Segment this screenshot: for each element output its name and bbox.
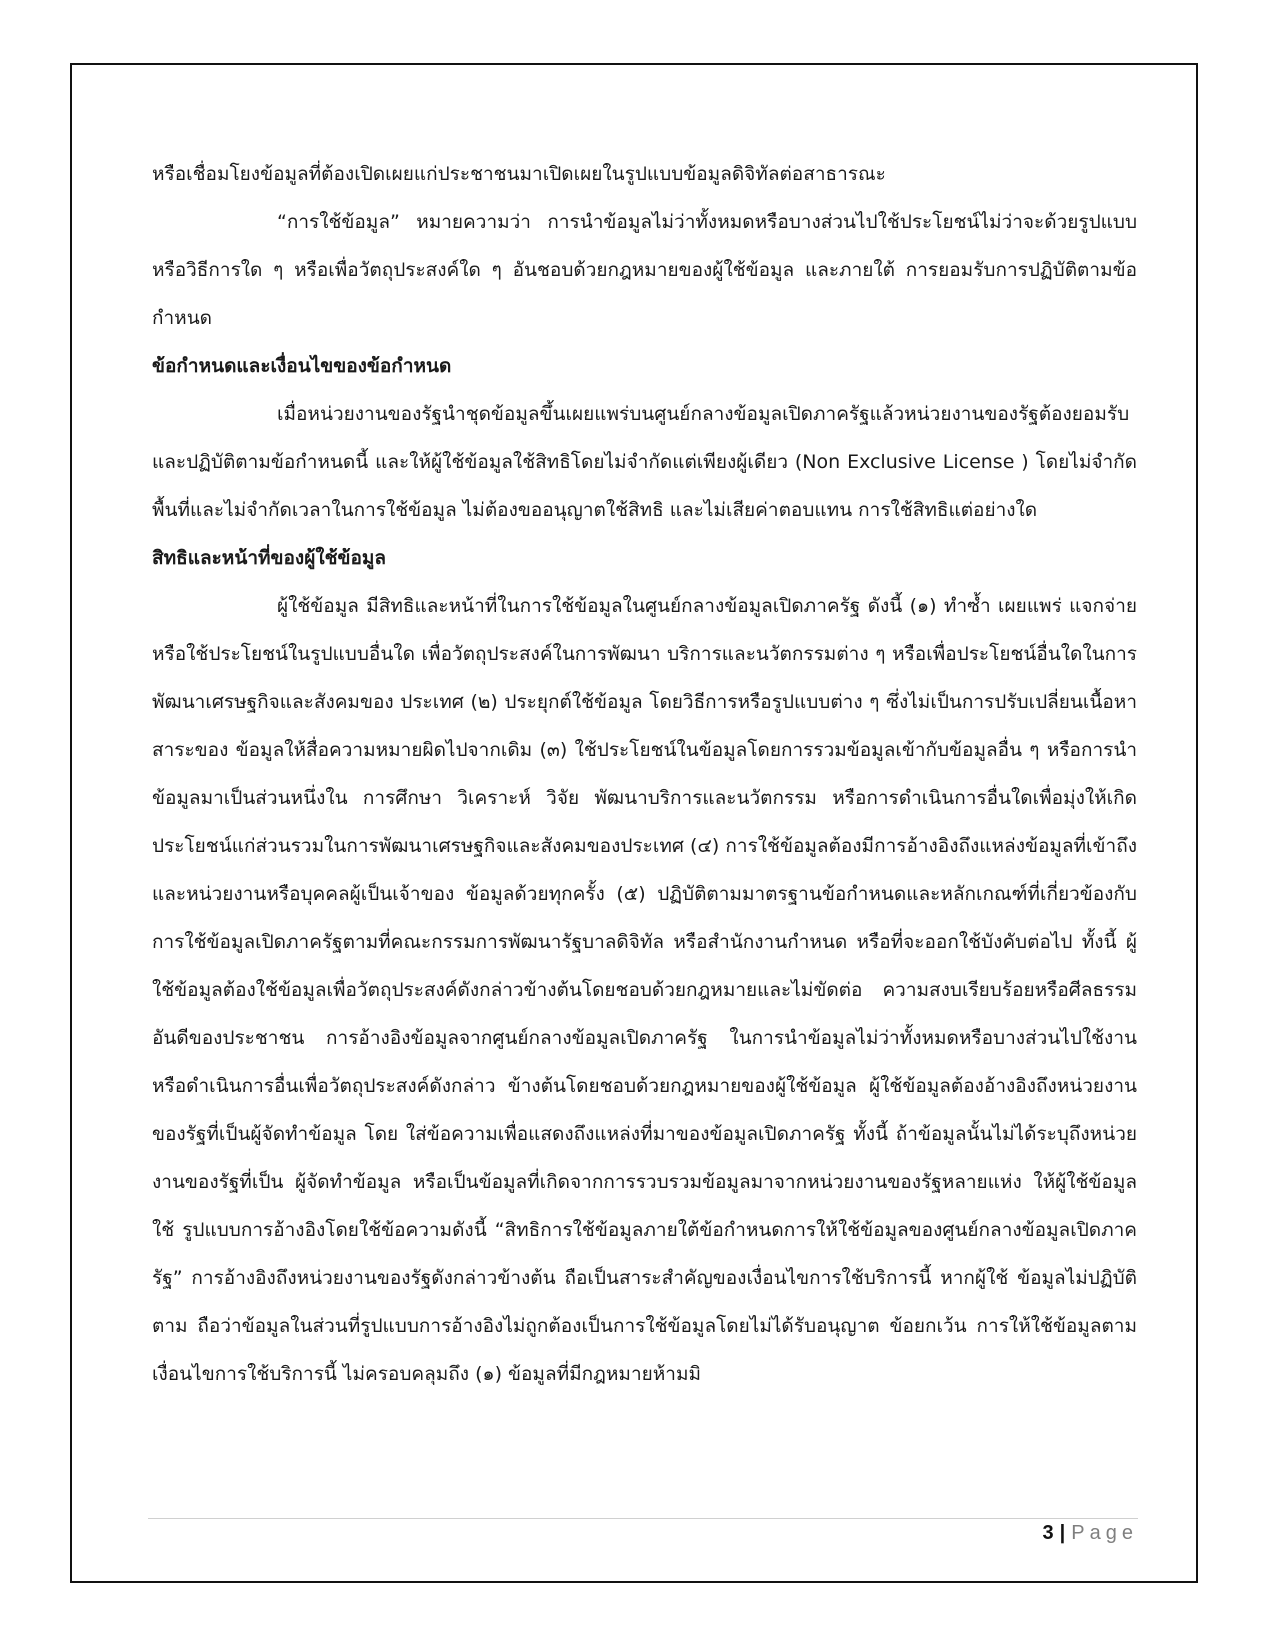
- page-number: 3: [1042, 1522, 1054, 1544]
- page-label: Page: [1071, 1522, 1138, 1544]
- paragraph-4: ผู้ใช้ข้อมูล มีสิทธิและหน้าที่ในการใช้ข้อมูลในศูนย์กลางข้อมูลเปิดภาครัฐ ดังนี้ (๑) ทำซ้ำ เผยแพร่ แจกจ่าย หรือใช้ประโยชน์ในรูปแบบอื่นใด เพื่อวัตถุประสงค์ในการพัฒนา บริการและนวัตกรรมต่าง ๆ หรือเพื่อประโยชน์อื่นใดในการพัฒนาเศรษฐกิจและสังคมของ ประเทศ (๒) ประยุกต์ใช้ข้อมูล โดยวิธีการหรือรูปแบบต่าง ๆ ซึ่งไม่เป็นการปรับเปลี่ยนเนื้อหาสาระของ ข้อมูลให้สื่อความหมายผิดไปจากเดิม (๓) ใช้ประโยชน์ในข้อมูลโดยการรวมข้อมูลเข้ากับข้อมูลอื่น ๆ หรือการนำข้อมูลมาเป็นส่วนหนึ่งใน การศึกษา วิเคราะห์ วิจัย พัฒนาบริการและนวัตกรรม หรือการดำเนินการอื่นใดเพื่อมุ่งให้เกิด ประโยชน์แก่ส่วนรวมในการพัฒนาเศรษฐกิจและสังคมของประเทศ (๔) การใช้ข้อมูลต้องมีการอ้างอิงถึงแหล่งข้อมูลที่เข้าถึงและหน่วยงานหรือบุคคลผู้เป็นเจ้าของ ข้อมูลด้วยทุกครั้ง (๕) ปฏิบัติตามมาตรฐานข้อกำหนดและหลักเกณฑ์ที่เกี่ยวข้องกับการใช้ข้อมูลเปิดภาครัฐตามที่คณะกรรมการพัฒนารัฐบาลดิจิทัล หรือสำนักงานกำหนด หรือที่จะออกใช้บังคับต่อไป ทั้งนี้ ผู้ใช้ข้อมูลต้องใช้ข้อมูลเพื่อวัตถุประสงค์ดังกล่าวข้างต้นโดยชอบด้วยกฎหมายและไม่ขัดต่อ ความสงบเรียบร้อยหรือศีลธรรมอันดีของประชาชน การอ้างอิงข้อมูลจากศูนย์กลางข้อมูลเปิดภาครัฐ ในการนำข้อมูลไม่ว่าทั้งหมดหรือบางส่วนไปใช้งาน หรือดำเนินการอื่นเพื่อวัตถุประสงค์ดังกล่าว ข้างต้นโดยชอบด้วยกฎหมายของผู้ใช้ข้อมูล ผู้ใช้ข้อมูลต้องอ้างอิงถึงหน่วยงานของรัฐที่เป็นผู้จัดทำข้อมูล โดย ใส่ข้อความเพื่อแสดงถึงแหล่งที่มาของข้อมูลเปิดภาครัฐ ทั้งนี้ ถ้าข้อมูลนั้นไม่ได้ระบุถึงหน่วยงานของรัฐที่เป็น ผู้จัดทำข้อมูล หรือเป็นข้อมูลที่เกิดจากการรวบรวมข้อมูลมาจากหน่วยงานของรัฐหลายแห่ง ให้ผู้ใช้ข้อมูลใช้ รูปแบบการอ้างอิงโดยใช้ข้อความดังนี้ “สิทธิการใช้ข้อมูลภายใต้ข้อกำหนดการให้ใช้ข้อมูลของศูนย์กลางข้อมูลเปิดภาครัฐ” การอ้างอิงถึงหน่วยงานของรัฐดังกล่าวข้างต้น ถือเป็นสาระสำคัญของเงื่อนไขการใช้บริการนี้ หากผู้ใช้ ข้อมูลไม่ปฏิบัติตาม ถือว่าข้อมูลในส่วนที่รูปแบบการอ้างอิงไม่ถูกต้องเป็นการใช้ข้อมูลโดยไม่ได้รับอนุญาต ข้อยกเว้น การให้ใช้ข้อมูลตามเงื่อนไขการใช้บริการนี้ ไม่ครอบคลุมถึง (๑) ข้อมูลที่มีกฎหมายห้ามมิ: [152, 595, 1137, 1385]
- paragraph-2: “การใช้ข้อมูล” หมายความว่า การนำข้อมูลไม่ว่าทั้งหมดหรือบางส่วนไปใช้ประโยชน์ไม่ว่าจะด้วยรูปแบบหรือวิธีการใด ๆ หรือเพื่อวัตถุประสงค์ใด ๆ อันชอบด้วยกฎหมายของผู้ใช้ข้อมูล และภายใต้ การยอมรับการปฏิบัติตามข้อกำหนด: [152, 211, 1137, 329]
- document-body: [152, 150, 1137, 1398]
- section-heading-rights: สิทธิและหน้าที่ของผู้ใช้ข้อมูล: [152, 547, 387, 569]
- paragraph-3: เมื่อหน่วยงานของรัฐนำชุดข้อมูลขึ้นเผยแพร่บนศูนย์กลางข้อมูลเปิดภาครัฐแล้วหน่วยงานของรัฐต้องยอมรับและปฏิบัติตามข้อกำหนดนี้ และให้ผู้ใช้ข้อมูลใช้สิทธิโดยไม่จำกัดแต่เพียงผู้เดียว (Non Exclusive License ) โดยไม่จำกัดพื้นที่และไม่จำกัดเวลาในการใช้ข้อมูล ไม่ต้องขออนุญาตใช้สิทธิ และไม่เสียค่าตอบแทน การใช้สิทธิแต่อย่างใด: [152, 403, 1137, 521]
- section-heading-terms: ข้อกำหนดและเงื่อนไขของข้อกำหนด: [152, 355, 452, 377]
- footer-divider: [148, 1518, 1138, 1519]
- paragraph-1: หรือเชื่อมโยงข้อมูลที่ต้องเปิดเผยแก่ประชาชนมาเปิดเผยในรูปแบบข้อมูลดิจิทัลต่อสาธารณะ: [152, 163, 886, 185]
- page-footer: [1043, 1522, 1138, 1545]
- footer-separator: |: [1059, 1522, 1066, 1544]
